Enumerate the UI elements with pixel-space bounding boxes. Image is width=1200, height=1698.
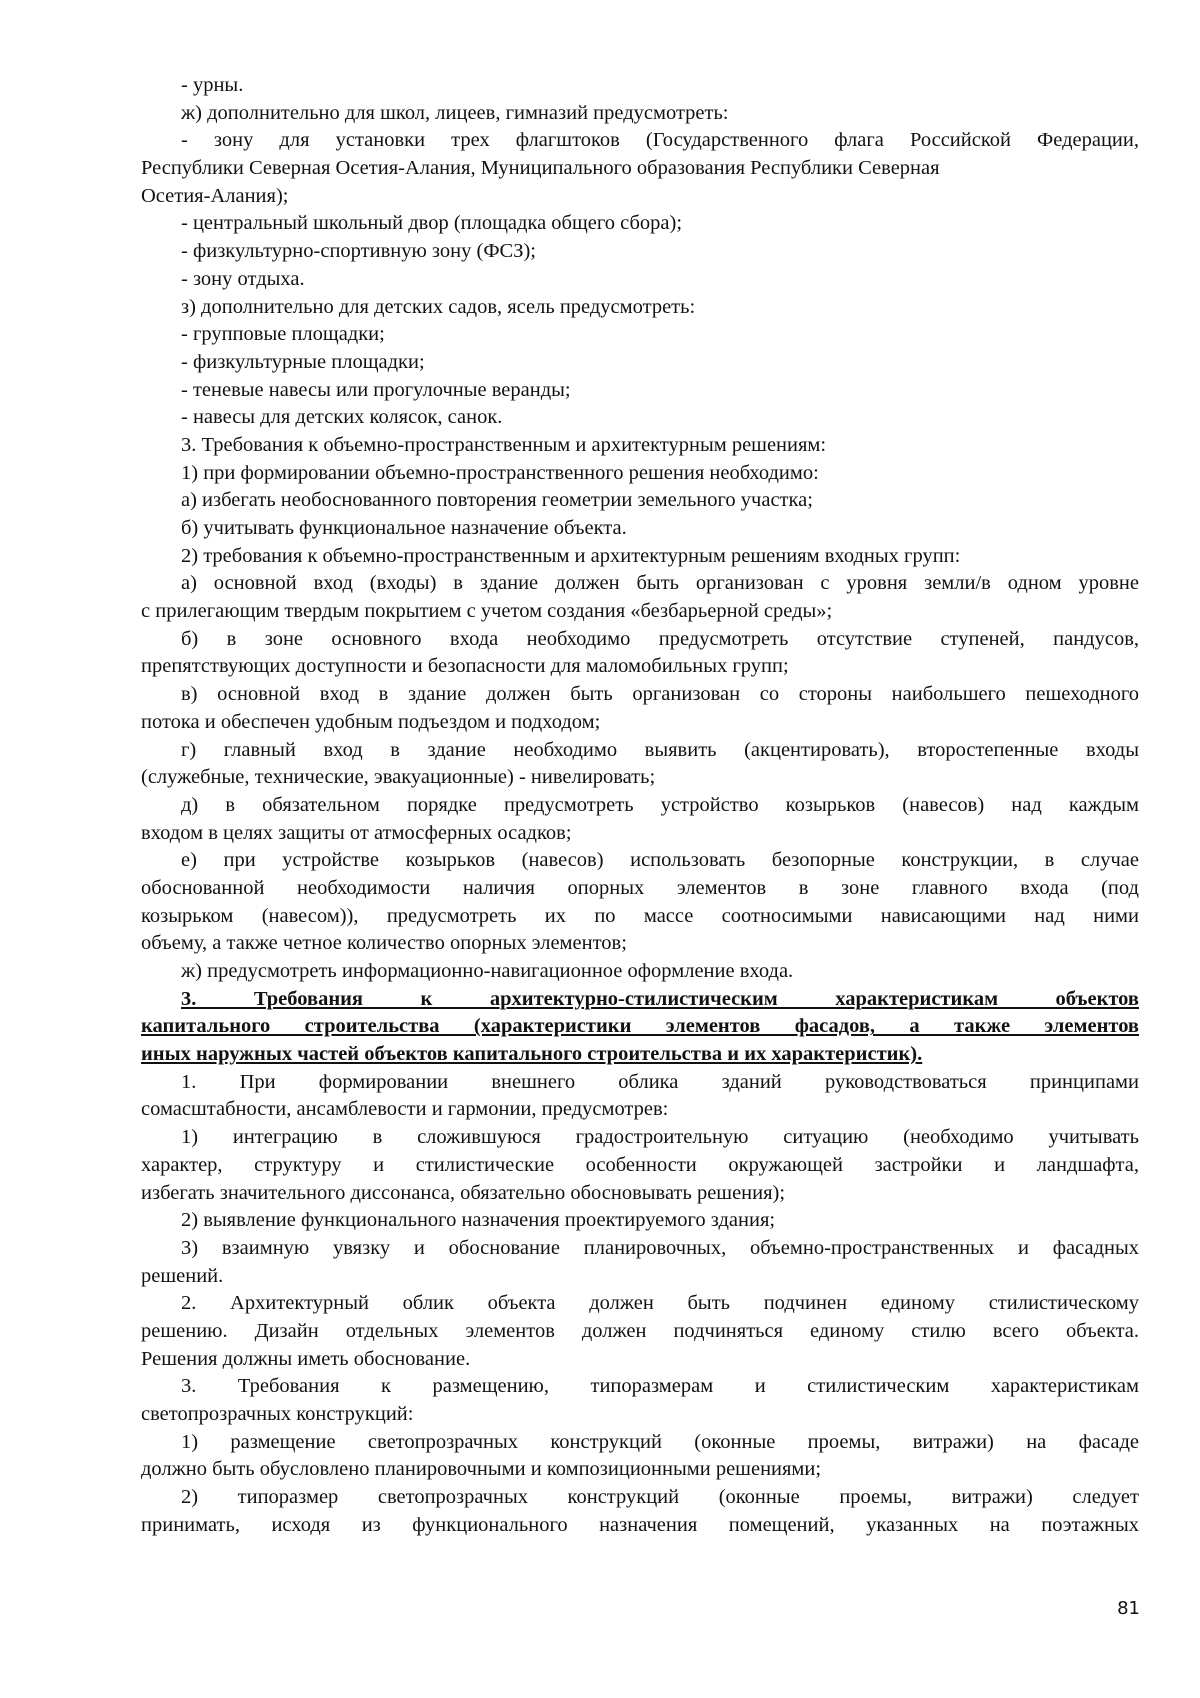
text-line: 1) размещение светопрозрачных конструкций (оконные проемы, витражи) на фасаде xyxy=(181,1430,1139,1453)
text-line: обоснованной необходимости наличия опорных элементов в зоне главного входа (под xyxy=(141,876,1139,899)
text-line: г) главный вход в здание необходимо выявить (акцентировать), второстепенные входы xyxy=(181,738,1139,761)
text-line: - физкультурные площадки; xyxy=(181,350,425,373)
text-line: 2) типоразмер светопрозрачных конструкций (оконные проемы, витражи) следует xyxy=(181,1486,1139,1509)
section-heading-line: капитального строительства (характеристики элементов фасадов, а также элементов xyxy=(141,1015,1139,1038)
text-line: - навесы для детских колясок, санок. xyxy=(181,406,503,429)
text-line: б) в зоне основного входа необходимо предусмотреть отсутствие ступеней, пандусов, xyxy=(181,627,1139,650)
text-line: - теневые навесы или прогулочные веранды; xyxy=(181,378,571,401)
text-line: с прилегающим твердым покрытием с учетом создания «безбарьерной среды»; xyxy=(141,600,833,623)
text-line: д) в обязательном порядке предусмотреть устройство козырьков (навесов) над каждым xyxy=(181,793,1139,816)
text-line: Решения должны иметь обоснование. xyxy=(141,1347,471,1370)
text-line: 2. Архитектурный облик объекта должен быть подчинен единому стилистическому xyxy=(181,1292,1139,1315)
text-line: - центральный школьный двор (площадка общего сбора); xyxy=(181,212,683,235)
page-number: 81 xyxy=(1117,1598,1140,1619)
text-line: объему, а также четное количество опорных элементов; xyxy=(141,932,627,955)
text-line: в) основной вход в здание должен быть организован со стороны наибольшего пешеходного xyxy=(181,683,1139,706)
text-line: б) учитывать функциональное назначение объекта. xyxy=(181,517,627,539)
text-line: избегать значительного диссонанса, обязательно обосновывать решения); xyxy=(141,1181,786,1204)
text-line: должно быть обусловлено планировочными и композиционными решениями; xyxy=(141,1458,822,1481)
text-line: 3. Требования к объемно-пространственным и архитектурным решениям: xyxy=(181,433,827,456)
text-line: решению. Дизайн отдельных элементов должен подчиняться единому стилю всего объекта. xyxy=(141,1319,1139,1342)
document-body xyxy=(141,72,1139,1539)
text-line: 1) при формировании объемно-пространственного решения необходимо: xyxy=(181,461,819,484)
text-line: 3) взаимную увязку и обоснование планировочных, объемно-пространственных и фасадных xyxy=(181,1236,1139,1259)
text-line: 1. При формировании внешнего облика зданий руководствоваться принципами xyxy=(181,1070,1139,1093)
text-line: з) дополнительно для детских садов, ясель предусмотреть: xyxy=(181,295,696,318)
text-line: 2) выявление функционального назначения проектируемого здания; xyxy=(181,1209,776,1232)
text-line: характер, структуру и стилистические особенности окружающей застройки и ландшафта, xyxy=(141,1153,1139,1176)
text-line: потока и обеспечен удобным подъездом и подходом; xyxy=(141,710,601,733)
text-line: а) основной вход (входы) в здание должен быть организован с уровня земли/в одном уровне xyxy=(181,572,1139,595)
text-line: 3. Требования к размещению, типоразмерам и стилистическим характеристикам xyxy=(181,1375,1139,1398)
text-line: ж) предусмотреть информационно-навигационное оформление входа. xyxy=(181,960,794,982)
text-line: светопрозрачных конструкций: xyxy=(141,1403,414,1425)
text-line: входом в целях защиты от атмосферных осадков; xyxy=(141,821,572,844)
text-line: (служебные, технические, эвакуационные) - нивелировать; xyxy=(141,766,656,789)
text-line: а) избегать необоснованного повторения геометрии земельного участка; xyxy=(181,489,813,512)
text-line: сомасштабности, ансамблевости и гармонии, предусмотрев: xyxy=(141,1098,669,1121)
text-line: - зону отдыха. xyxy=(181,267,305,290)
text-line: - физкультурно-спортивную зону (ФСЗ); xyxy=(181,240,536,263)
text-line: козырьком (навесом)), предусмотреть их по массе соотносимыми нависающими над ними xyxy=(141,904,1139,927)
text-line: решений. xyxy=(141,1264,224,1287)
text-line: препятствующих доступности и безопасности для маломобильных групп; xyxy=(141,655,789,678)
text-line: ж) дополнительно для школ, лицеев, гимназий предусмотреть: xyxy=(181,101,729,124)
text-line: 2) требования к объемно-пространственным и архитектурным решениям входных групп: xyxy=(181,544,961,567)
section-heading-line: иных наружных частей объектов капитального строительства и их характеристик). xyxy=(141,1043,923,1066)
text-line: Республики Северная Осетия-Алания, Муниципального образования Республики Северная xyxy=(141,157,940,180)
text-line: - зону для установки трех флагштоков (Государственного флага Российской Федерации, xyxy=(181,129,1139,152)
text-line: - групповые площадки; xyxy=(181,323,385,346)
text-line: 1) интеграцию в сложившуюся градостроительную ситуацию (необходимо учитывать xyxy=(181,1126,1139,1149)
text-line: е) при устройстве козырьков (навесов) использовать безопорные конструкции, в случае xyxy=(181,849,1139,872)
text-line: принимать, исходя из функционального назначения помещений, указанных на поэтажных xyxy=(141,1513,1139,1536)
text-line: Осетия-Алания); xyxy=(141,184,289,207)
section-heading-line: 3. Требования к архитектурно-стилистическим характеристикам объектов xyxy=(181,987,1139,1010)
text-line: - урны. xyxy=(181,74,244,96)
